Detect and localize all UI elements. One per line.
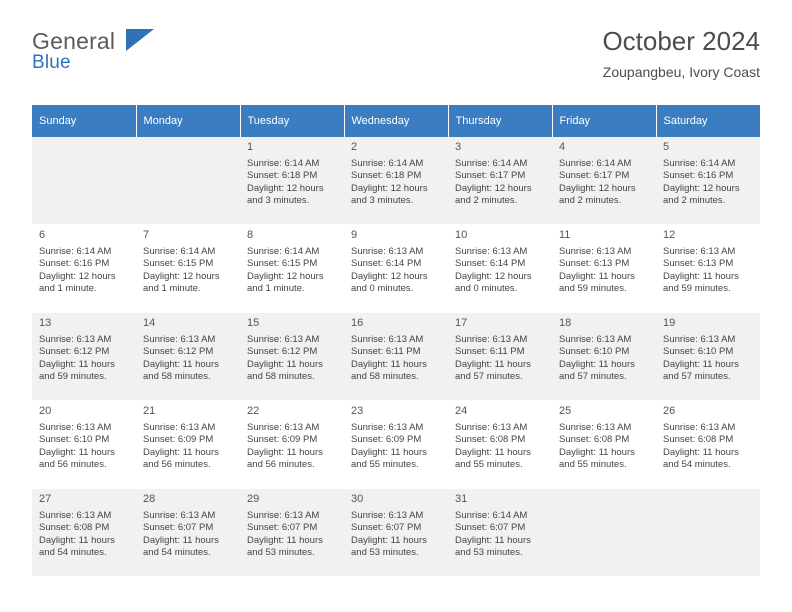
day-info-line: Sunrise: 6:13 AM — [663, 333, 736, 345]
day-info-line: Daylight: 11 hours — [351, 446, 427, 458]
day-info-line: and 54 minutes. — [39, 547, 107, 559]
day-number: 22 — [247, 405, 260, 417]
day-info-line: Sunset: 6:12 PM — [143, 346, 214, 358]
day-info-line: Daylight: 12 hours — [247, 182, 324, 194]
day-number: 23 — [351, 405, 364, 417]
day-info-line: and 53 minutes. — [247, 547, 315, 559]
calendar-day-cell — [240, 489, 344, 577]
day-number: 24 — [455, 405, 468, 417]
day-info-line: Sunrise: 6:14 AM — [351, 157, 424, 169]
calendar-day-cell — [32, 313, 136, 401]
day-info-line: Daylight: 11 hours — [39, 358, 115, 370]
day-number: 27 — [39, 493, 52, 505]
day-info-line: and 55 minutes. — [455, 459, 523, 471]
day-info-line: Sunrise: 6:14 AM — [143, 245, 216, 257]
day-number: 6 — [39, 229, 46, 241]
calendar-day-cell — [136, 313, 240, 401]
day-info-line: Daylight: 12 hours — [455, 182, 532, 194]
day-info-line: and 0 minutes. — [351, 283, 414, 295]
title-block — [602, 26, 760, 80]
weekday-header-wednesday: Wednesday — [344, 105, 448, 137]
day-info-line: and 0 minutes. — [455, 283, 518, 295]
day-number: 4 — [559, 141, 566, 153]
calendar-day-cell — [552, 225, 656, 313]
day-info-line: and 3 minutes. — [351, 195, 414, 207]
day-number: 21 — [143, 405, 156, 417]
day-info-line: Daylight: 11 hours — [351, 534, 427, 546]
calendar-day-cell — [240, 401, 344, 489]
day-info-line: and 2 minutes. — [663, 195, 726, 207]
day-info-line: Sunset: 6:14 PM — [455, 258, 526, 270]
day-info-line: Sunrise: 6:13 AM — [559, 333, 632, 345]
calendar-day-cell — [448, 225, 552, 313]
calendar-week-row — [32, 137, 760, 225]
day-info-line: Daylight: 12 hours — [455, 270, 532, 282]
day-info-line: Sunset: 6:09 PM — [351, 434, 422, 446]
day-info-line: and 59 minutes. — [39, 371, 107, 383]
day-info-line: Sunrise: 6:13 AM — [143, 421, 216, 433]
day-info-line: Daylight: 12 hours — [559, 182, 636, 194]
day-number: 11 — [559, 229, 571, 241]
day-info-line: Sunrise: 6:14 AM — [455, 157, 528, 169]
weekday-header-friday: Friday — [552, 105, 656, 137]
day-info-line: and 59 minutes. — [663, 283, 731, 295]
day-info-line: and 58 minutes. — [351, 371, 419, 383]
day-info-line: and 53 minutes. — [455, 547, 523, 559]
day-number: 7 — [143, 229, 150, 241]
day-number: 16 — [351, 317, 364, 329]
day-info-line: Daylight: 11 hours — [559, 446, 635, 458]
day-number: 18 — [559, 317, 572, 329]
day-info-line: Sunset: 6:08 PM — [455, 434, 526, 446]
page-title: October 2024 — [602, 26, 760, 56]
day-info-line: Sunrise: 6:13 AM — [351, 245, 424, 257]
day-info-line: Sunset: 6:07 PM — [351, 522, 422, 534]
day-number: 12 — [663, 229, 676, 241]
calendar-day-cell — [136, 401, 240, 489]
day-info-line: Sunrise: 6:13 AM — [143, 509, 216, 521]
day-info-line: and 57 minutes. — [663, 371, 731, 383]
calendar-day-cell — [448, 313, 552, 401]
day-info-line: Sunrise: 6:14 AM — [247, 245, 320, 257]
day-info-line: Daylight: 11 hours — [39, 534, 115, 546]
day-info-line: Sunrise: 6:13 AM — [559, 245, 632, 257]
calendar-week-row — [32, 489, 760, 577]
day-info-line: Sunrise: 6:13 AM — [351, 333, 424, 345]
logo-text-general: General — [32, 28, 116, 54]
day-info-line: Daylight: 12 hours — [351, 182, 428, 194]
day-info-line: Sunset: 6:12 PM — [39, 346, 110, 358]
day-info-line: Sunrise: 6:13 AM — [351, 509, 424, 521]
day-info-line: Sunset: 6:18 PM — [247, 170, 318, 182]
day-info-line: Daylight: 11 hours — [663, 446, 739, 458]
day-info-line: Sunrise: 6:13 AM — [247, 333, 320, 345]
day-info-line: Sunrise: 6:13 AM — [455, 333, 528, 345]
weekday-header-monday: Monday — [136, 105, 240, 137]
calendar-day-cell — [448, 137, 552, 225]
day-number: 1 — [247, 141, 254, 153]
day-number: 25 — [559, 405, 572, 417]
calendar-table — [32, 105, 760, 577]
calendar-cell-empty — [32, 137, 136, 225]
calendar-day-cell — [32, 225, 136, 313]
day-number: 19 — [663, 317, 676, 329]
logo-text-blue: Blue — [32, 52, 71, 73]
calendar-week-row — [32, 313, 760, 401]
calendar-day-cell — [552, 313, 656, 401]
calendar-day-cell — [344, 225, 448, 313]
day-info-line: Sunset: 6:16 PM — [663, 170, 734, 182]
day-info-line: Sunrise: 6:13 AM — [247, 509, 320, 521]
day-info-line: Sunset: 6:15 PM — [247, 258, 318, 270]
weekday-header-thursday: Thursday — [448, 105, 552, 137]
day-info-line: Sunrise: 6:14 AM — [247, 157, 320, 169]
day-info-line: and 3 minutes. — [247, 195, 310, 207]
day-info-line: Sunset: 6:08 PM — [663, 434, 734, 446]
calendar-day-cell — [344, 489, 448, 577]
day-info-line: and 55 minutes. — [351, 459, 419, 471]
day-info-line: Daylight: 11 hours — [143, 358, 219, 370]
day-info-line: Sunset: 6:14 PM — [351, 258, 422, 270]
calendar-header-row — [32, 105, 760, 137]
day-info-line: Daylight: 11 hours — [559, 358, 635, 370]
day-info-line: Sunrise: 6:13 AM — [663, 245, 736, 257]
day-info-line: and 57 minutes. — [559, 371, 627, 383]
day-info-line: Daylight: 11 hours — [455, 446, 531, 458]
day-info-line: Sunrise: 6:13 AM — [247, 421, 320, 433]
day-info-line: Daylight: 12 hours — [247, 270, 324, 282]
day-number: 15 — [247, 317, 260, 329]
day-info-line: Sunset: 6:16 PM — [39, 258, 110, 270]
calendar-day-cell — [656, 137, 760, 225]
day-info-line: Sunrise: 6:14 AM — [663, 157, 736, 169]
day-info-line: Sunrise: 6:13 AM — [351, 421, 424, 433]
day-info-line: Sunrise: 6:13 AM — [455, 245, 528, 257]
page-header — [32, 0, 760, 80]
day-info-line: Sunset: 6:11 PM — [351, 346, 421, 358]
day-info-line: Daylight: 11 hours — [663, 270, 739, 282]
weekday-header-sunday: Sunday — [32, 105, 136, 137]
day-number: 13 — [39, 317, 52, 329]
day-info-line: Sunrise: 6:13 AM — [455, 421, 528, 433]
calendar-day-cell — [656, 225, 760, 313]
day-number: 9 — [351, 229, 358, 241]
day-info-line: Sunset: 6:09 PM — [247, 434, 318, 446]
calendar-day-cell — [344, 401, 448, 489]
day-info-line: and 57 minutes. — [455, 371, 523, 383]
calendar-day-cell — [552, 137, 656, 225]
day-number: 10 — [455, 229, 468, 241]
calendar-day-cell — [240, 225, 344, 313]
day-info-line: and 56 minutes. — [247, 459, 315, 471]
day-number: 14 — [143, 317, 156, 329]
weekday-header-tuesday: Tuesday — [240, 105, 344, 137]
day-info-line: Sunset: 6:17 PM — [559, 170, 630, 182]
day-info-line: Daylight: 11 hours — [247, 534, 323, 546]
day-info-line: Sunrise: 6:13 AM — [559, 421, 632, 433]
day-info-line: Daylight: 12 hours — [351, 270, 428, 282]
day-info-line: Sunrise: 6:13 AM — [663, 421, 736, 433]
day-info-line: Sunset: 6:08 PM — [39, 522, 110, 534]
day-info-line: Sunrise: 6:13 AM — [39, 333, 112, 345]
calendar-day-cell — [136, 489, 240, 577]
day-info-line: Sunset: 6:11 PM — [455, 346, 525, 358]
calendar-day-cell — [344, 313, 448, 401]
calendar-day-cell — [240, 137, 344, 225]
day-number: 28 — [143, 493, 156, 505]
calendar-day-cell — [136, 225, 240, 313]
calendar-week-row — [32, 401, 760, 489]
day-info-line: Sunset: 6:13 PM — [663, 258, 734, 270]
day-info-line: Sunset: 6:18 PM — [351, 170, 422, 182]
day-info-line: Daylight: 11 hours — [247, 446, 323, 458]
day-info-line: and 58 minutes. — [247, 371, 315, 383]
day-number: 8 — [247, 229, 254, 241]
day-info-line: and 2 minutes. — [559, 195, 622, 207]
day-info-line: Daylight: 11 hours — [143, 446, 219, 458]
day-number: 17 — [455, 317, 468, 329]
day-info-line: Sunrise: 6:14 AM — [39, 245, 112, 257]
day-info-line: and 55 minutes. — [559, 459, 627, 471]
calendar-body — [32, 137, 760, 577]
weekday-header-saturday: Saturday — [656, 105, 760, 137]
day-info-line: and 59 minutes. — [559, 283, 627, 295]
day-info-line: Daylight: 11 hours — [663, 358, 739, 370]
calendar-day-cell — [344, 137, 448, 225]
calendar-day-cell — [32, 489, 136, 577]
day-info-line: Sunset: 6:10 PM — [39, 434, 110, 446]
day-info-line: Daylight: 11 hours — [455, 358, 531, 370]
day-info-line: Daylight: 12 hours — [663, 182, 740, 194]
day-info-line: Sunset: 6:12 PM — [247, 346, 318, 358]
calendar-day-cell — [656, 401, 760, 489]
day-number: 2 — [351, 141, 358, 153]
day-info-line: Daylight: 11 hours — [143, 534, 219, 546]
calendar-day-cell — [448, 401, 552, 489]
day-info-line: Sunrise: 6:13 AM — [143, 333, 216, 345]
calendar-cell-empty — [656, 489, 760, 577]
calendar-cell-empty — [552, 489, 656, 577]
day-info-line: Daylight: 12 hours — [39, 270, 116, 282]
day-info-line: Sunrise: 6:14 AM — [455, 509, 528, 521]
day-info-line: and 56 minutes. — [143, 459, 211, 471]
day-info-line: Sunrise: 6:13 AM — [39, 509, 112, 521]
day-info-line: Sunrise: 6:13 AM — [39, 421, 112, 433]
calendar-day-cell — [448, 489, 552, 577]
day-info-line: and 56 minutes. — [39, 459, 107, 471]
day-info-line: Sunset: 6:08 PM — [559, 434, 630, 446]
day-info-line: and 54 minutes. — [663, 459, 731, 471]
day-number: 26 — [663, 405, 676, 417]
day-info-line: and 1 minute. — [247, 283, 305, 295]
day-info-line: Sunset: 6:10 PM — [559, 346, 630, 358]
day-info-line: and 58 minutes. — [143, 371, 211, 383]
day-info-line: Sunset: 6:07 PM — [143, 522, 214, 534]
day-info-line: Sunset: 6:07 PM — [455, 522, 526, 534]
day-number: 20 — [39, 405, 52, 417]
day-number: 5 — [663, 141, 670, 153]
calendar-cell-empty — [136, 137, 240, 225]
day-info-line: Sunset: 6:17 PM — [455, 170, 526, 182]
day-info-line: and 1 minute. — [143, 283, 201, 295]
day-info-line: Sunset: 6:15 PM — [143, 258, 214, 270]
day-number: 31 — [455, 493, 468, 505]
calendar-week-row — [32, 225, 760, 313]
day-info-line: Daylight: 11 hours — [455, 534, 531, 546]
logo — [32, 28, 232, 78]
day-info-line: and 53 minutes. — [351, 547, 419, 559]
calendar-day-cell — [656, 313, 760, 401]
location-subtitle: Zoupangbeu, Ivory Coast — [602, 64, 760, 80]
day-info-line: and 1 minute. — [39, 283, 97, 295]
day-info-line: Sunset: 6:09 PM — [143, 434, 214, 446]
calendar-day-cell — [552, 401, 656, 489]
calendar-day-cell — [240, 313, 344, 401]
day-info-line: Daylight: 11 hours — [559, 270, 635, 282]
calendar-day-cell — [32, 401, 136, 489]
day-number: 30 — [351, 493, 364, 505]
day-number: 3 — [455, 141, 462, 153]
day-info-line: and 2 minutes. — [455, 195, 518, 207]
day-info-line: and 54 minutes. — [143, 547, 211, 559]
day-info-line: Sunset: 6:13 PM — [559, 258, 630, 270]
day-number: 29 — [247, 493, 260, 505]
flag-icon — [126, 29, 154, 51]
day-info-line: Daylight: 11 hours — [39, 446, 115, 458]
day-info-line: Daylight: 12 hours — [143, 270, 220, 282]
day-info-line: Daylight: 11 hours — [351, 358, 427, 370]
day-info-line: Sunset: 6:10 PM — [663, 346, 734, 358]
day-info-line: Daylight: 11 hours — [247, 358, 323, 370]
day-info-line: Sunset: 6:07 PM — [247, 522, 318, 534]
day-info-line: Sunrise: 6:14 AM — [559, 157, 632, 169]
